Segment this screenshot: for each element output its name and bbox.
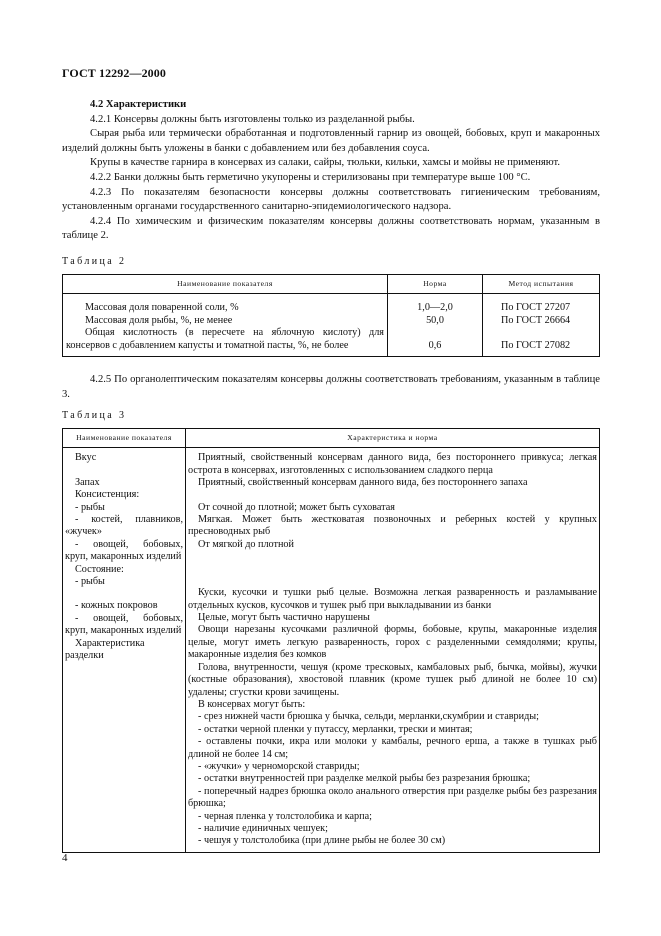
row-value: Мягкая. Может быть жестковатая позвоночных и реберных костей у крупных пресноводных рыб	[188, 514, 597, 538]
table2-caption: Таблица 2	[62, 256, 127, 267]
list-intro: В консервах могут быть:	[198, 698, 306, 710]
row-value: Приятный, свойственный консервам данного вида, без постороннего запаха	[198, 477, 528, 489]
table2-cell: Массовая доля рыбы, %, не менее	[63, 315, 388, 327]
list-item: - остатки внутренностей при разделке мелкой рыбы без разрезания брюшка;	[198, 773, 531, 785]
paragraph: 4.2.3 По показателям безопасности консервы должны соответствовать гигиеническим требованиям, установленным органами государственного санитарно-эпидемиологического надзора.	[62, 186, 600, 213]
row-value: От сочной до плотной; может быть суховатая	[198, 501, 395, 513]
row-value: Целые, могут быть частично нарушены	[198, 612, 370, 624]
table3-header-value: Характеристика и норма	[186, 429, 600, 448]
table3-header-name: Наименование показателя	[63, 429, 186, 448]
row-name: - овощей, бобовых, круп, макаронных изделий	[65, 538, 183, 563]
paragraph: 4.2.4 По химическим и физическим показателям консервы должны соответствовать нормам, указанным в таблице 2.	[62, 215, 600, 242]
row-value: Овощи нарезаны кусочками различной формы, бобовые, крупы, макаронные изделия целые, могут иметь легкую разваренность, горох с разделенными семядолями; крупы, макаронные изделия без комков	[188, 624, 597, 661]
row-name: Запах	[75, 476, 100, 488]
list-item: - чешуя у толстолобика (при длине рыбы не более 30 см)	[198, 835, 446, 847]
paragraph-4-2-5: 4.2.5 По органолептическим показателям консервы должны соответствовать требованиям, указанным в таблице 3.	[62, 374, 600, 400]
table-3	[62, 428, 600, 853]
list-item: - оставлены почки, икра или молоки у камбалы, речного ерша, а также в тушках рыб длиной не более 14 см;	[188, 736, 597, 760]
list-item: - поперечный надрез брюшка около анального отверстия при разделке рыбы без разрезания брюшка;	[188, 785, 597, 810]
page-number: 4	[62, 852, 68, 864]
row-name: - рыбы	[75, 501, 105, 513]
row-name: Консистенция:	[75, 489, 140, 501]
table-2	[62, 274, 600, 357]
row-name: Характеристика разделки	[65, 637, 145, 662]
table2-header-name: Наименование показателя	[63, 275, 388, 294]
list-item: - остатки черной пленки у путассу, мерланки, трески и минтая;	[198, 723, 473, 735]
table3-values	[186, 448, 600, 852]
row-name: - овощей, бобовых, круп, макаронных изделий	[65, 612, 183, 637]
table2-header-method: Метод испытания	[483, 275, 600, 294]
row-name: - рыбы	[75, 576, 105, 588]
row-name: Вкус	[75, 452, 97, 464]
table-row	[63, 294, 600, 315]
row-value: Куски, кусочки и тушки рыб целые. Возможна легкая разваренность и разламывание отдельных кусков, кусочков и тушек рыб при выкладывании из банки	[188, 587, 597, 611]
table-row	[63, 448, 600, 852]
list-item: - черная пленка у толстолобика и карпа;	[198, 810, 372, 822]
table2-cell: 50,0	[388, 315, 483, 327]
row-name: Состояние:	[75, 563, 124, 575]
table2-cell: Общая кислотность (в пересчете на яблочную кислоту) для консервов с добавлением капусты и томатной пасты, %, не более	[63, 327, 388, 356]
table2-header-norm: Норма	[388, 275, 483, 294]
table2-cell: Массовая доля поваренной соли, %	[63, 294, 388, 315]
document-header: ГОСТ 12292—2000	[62, 66, 166, 80]
row-name: - костей, плавников, «жучек»	[65, 514, 183, 538]
row-value: От мягкой до плотной	[198, 538, 294, 550]
table2-cell: По ГОСТ 27082	[483, 327, 600, 356]
list-item: - наличие единичных чешуек;	[198, 822, 328, 834]
row-value: Приятный, свойственный консервам данного вида, без постороннего привкуса; легкая острота в консервах, изготовленных с использованием сладкого перца	[188, 452, 597, 476]
table2-cell: По ГОСТ 27207	[483, 294, 600, 315]
table2-cell: 1,0—2,0	[388, 294, 483, 315]
table2-cell: По ГОСТ 26664	[483, 315, 600, 327]
table3-caption: Таблица 3	[62, 410, 127, 421]
row-value: Голова, внутренности, чешуя (кроме тресковых, камбаловых рыб, бычка, мойвы), жучки (костные образования), хвостовой плавник (кроме тушек рыб длиной не более 10 см) удалены; сгустки крови зачищены.	[188, 661, 597, 698]
paragraph: Сырая рыба или термически обработанная и подготовленный гарнир из овощей, бобовых, круп и макаронных изделий должны быть уложены в банки с добавлением или без добавления соуса.	[62, 128, 600, 154]
section-body	[62, 98, 600, 244]
table-row	[63, 327, 600, 356]
table-row	[63, 315, 600, 327]
row-name: - кожных покровов	[75, 600, 158, 612]
paragraph: 4.2.1 Консервы должны быть изготовлены только из разделанной рыбы.	[90, 113, 415, 125]
paragraph: Крупы в качестве гарнира в консервах из салаки, сайры, тюльки, кильки, хамсы и мойвы не применяют.	[90, 157, 561, 169]
paragraph: 4.2.2 Банки должны быть герметично укупорены и стерилизованы при температуре выше 100 °С.	[90, 171, 531, 183]
table2-cell: 0,6	[388, 327, 483, 356]
list-item: - «жучки» у черноморской ставриды;	[198, 760, 360, 772]
table3-names	[63, 448, 186, 852]
list-item: - срез нижней части брюшка у бычка, сельди, мерланки,скумбрии и ставриды;	[198, 711, 539, 723]
section-title: 4.2 Характеристики	[90, 99, 187, 110]
